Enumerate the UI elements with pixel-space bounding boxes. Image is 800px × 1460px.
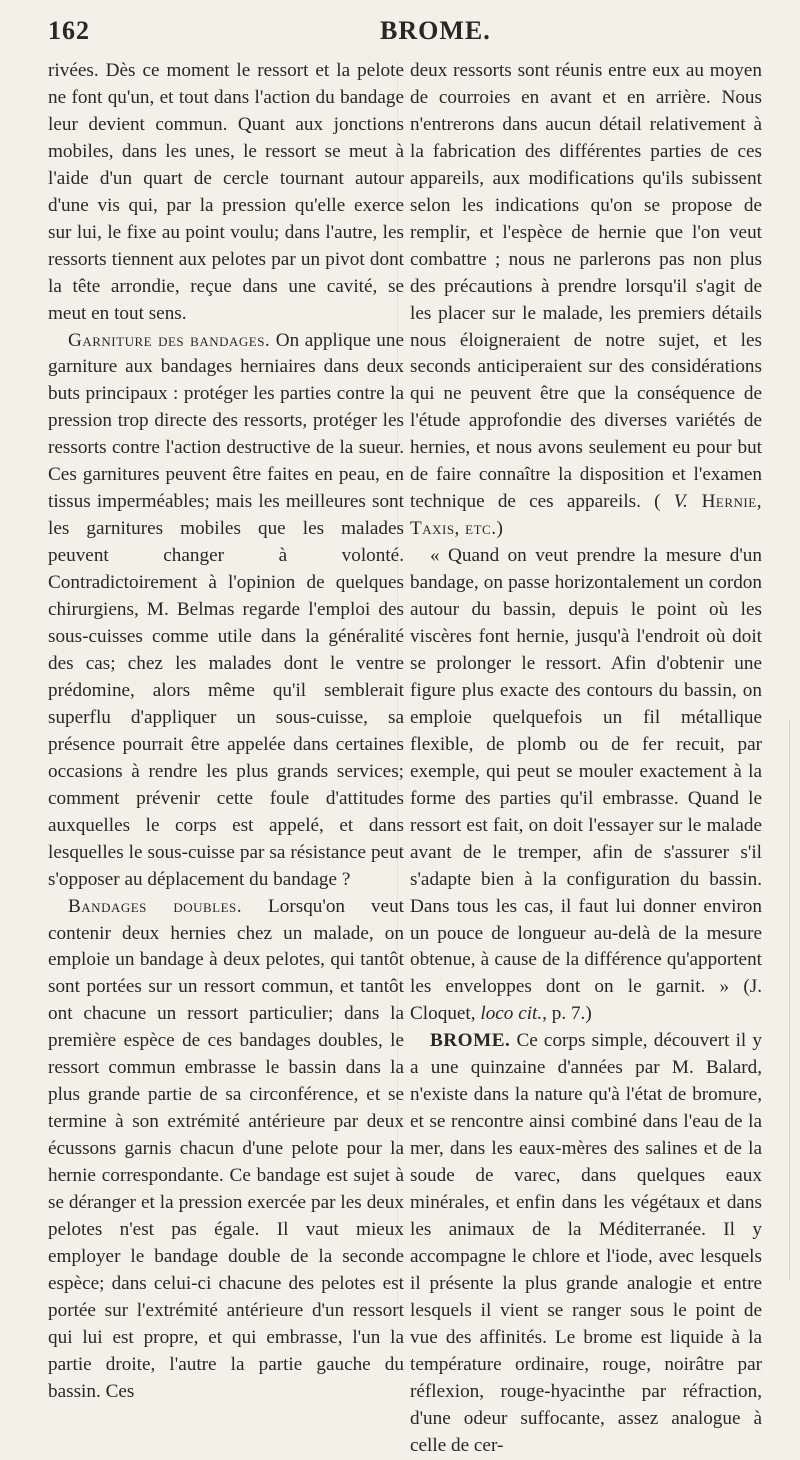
paragraph-garniture — [48, 328, 404, 894]
running-head: BROME. — [380, 16, 491, 45]
cross-reference-v: V. — [673, 491, 688, 513]
left-column — [48, 58, 404, 1406]
entry-brome — [410, 1028, 762, 1459]
right-column — [410, 58, 762, 1460]
paragraph-text-bandages-doubles: Lorsqu'on veut contenir deux hernies chez un malade, on emploie un bandage à deux pelotes, qui tantôt sont portées sur un ressort commun, et tantôt ont chacune un ressort particulier; dans la première espèce de ces bandages doubles, le ressort commun embrasse le bassin dans la plus grande partie de sa circonférence, et se termine à son extrémité antérieure par deux écussons garnis chacun d'une pelote pour la hernie correspondante. Ce bandage est sujet à se déranger et la pression exercée par les deux pelotes n'est pas égale. Il vaut mieux employer le bandage double de la seconde espèce; dans celui-ci chacune des pelotes est portée sur l'extrémité antérieure d'un ressort qui lui est propre, et qui embrasse, l'un la partie droite, l'autre la partie gauche du bassin. Ces — [48, 895, 404, 1402]
entry-text-brome: Ce corps simple, découvert il y a une quinzaine d'années par M. Balard, n'existe dans la nature qu'à l'état de bromure, et se rencontre ainsi combiné dans l'eau de la mer, dans les eaux-mères des salines et de la soude de varec, dans quelques eaux minérales, et enfin dans les végétaux et dans les animaux de la Méditerranée. Il y accompagne le chlore et l'iode, avec lesquels il présente la plus grande analogie et entre lesquels il vient se ranger sous le point de vue des affinités. Le brome est liquide à la température ordinaire, rouge, noirâtre par réflexion, rouge-hyacinthe par réfraction, d'une odeur suffocante, assez analogue à celle de cer- — [410, 1030, 762, 1456]
entry-headword-brome: BROME. — [430, 1030, 511, 1052]
paragraph-cloquet-quote: « Quand on veut prendre la mesure d'un bandage, on passe horizontalement un cordon autour du bassin, depuis le point où les viscères font hernie, jusqu'à l'endroit où doit se prolonger le ressort. Afin d'obtenir une figure plus exacte des contours du bassin, on emploie quelquefois un fil métallique flexible, de plomb ou de fer recuit, par exemple, qui peut se mouler exactement à la forme des parties qu'il embrasse. Quand le ressort est fait, on doit l'essayer sur le malade avant de le tremper, afin de s'assurer s'il s'adapte bien à la configuration du bassin. Dans tous les cas, il faut lui donner environ un pouce de longueur au-delà de la mesure obtenue, à cause de la différence qu'apportent les enveloppes dont on le garnit. » (J. Cloquet, loco cit., p. 7.) — [410, 545, 762, 1025]
page-edge-shadow — [789, 720, 800, 1280]
column-gutter — [397, 60, 398, 1320]
citation-loco-cit: loco cit. — [480, 1003, 543, 1025]
page-number: 162 — [48, 16, 90, 45]
paragraph-text-garniture: On applique une garniture aux bandages herniaires dans deux buts principaux : protéger les parties contre la pression trop directe des ressorts, protéger les ressorts contre l'action destructive de la sueur. Ces garnitures peuvent être faites en peau, en tissus imperméables; mais les meilleures sont les garnitures mobiles que les malades peuvent changer à volonté. Contradictoirement à l'opinion de quelques chirurgiens, M. Belmas regarde l'emploi des sous-cuisses comme utile dans la généralité des cas; chez les malades dont le ventre prédomine, alors même qu'il semblerait superflu d'appliquer un sous-cuisse, sa présence pourrait être appelée dans certaines occasions à rendre les plus grands services; comment prévenir cette foule d'attitudes auxquelles le corps est appelé, et dans lesquelles le sous-cuisse par sa résistance peut s'opposer au déplacement du bandage ? — [48, 329, 404, 890]
paragraph-ressort-continuation: rivées. Dès ce moment le ressort et la pelote ne font qu'un, et tout dans l'action du bandage leur devient commun. Quant aux jonctions mobiles, dans les unes, le ressort se meut à l'aide d'un quart de cercle tournant autour d'une vis qui, par la pression qu'elle exerce sur lui, le fixe au point voulu; dans l'autre, les ressorts tiennent aux pelotes par un pivot dont la tête arrondie, reçue dans une cavité, se meut en tout sens. — [48, 60, 404, 324]
section-label-bandages-doubles: Bandages doubles. — [68, 895, 243, 917]
section-label-garniture: Garniture des bandages. — [68, 329, 271, 351]
cross-reference-text: Hernie, Taxis, etc.) — [410, 491, 762, 540]
page-header — [0, 8, 800, 52]
paragraph-bandages-doubles — [48, 894, 404, 1406]
paragraph-bandages-doubles-continuation: deux ressorts sont réunis entre eux au moyen de courroies en avant et en arrière. Nous n'entrerons dans aucun détail relativement à la fabrication des différentes parties de ces appareils, aux modifications qu'ils subissent selon les indications qu'on se propose de remplir, et l'espèce de hernie que l'on veut combattre ; nous ne parlerons pas non plus des précautions à prendre lorsqu'il s'agit de les placer sur le malade, les premiers détails nous éloigneraient de notre sujet, et les seconds anticiperaient sur des considérations qui ne peuvent être que la conséquence de l'étude approfondie des diverses variétés de hernies, et nous avons seulement eu pour but de faire connaître la disposition et l'examen technique de ces appareils. ( V. Hernie, Taxis, etc.) — [410, 60, 762, 540]
